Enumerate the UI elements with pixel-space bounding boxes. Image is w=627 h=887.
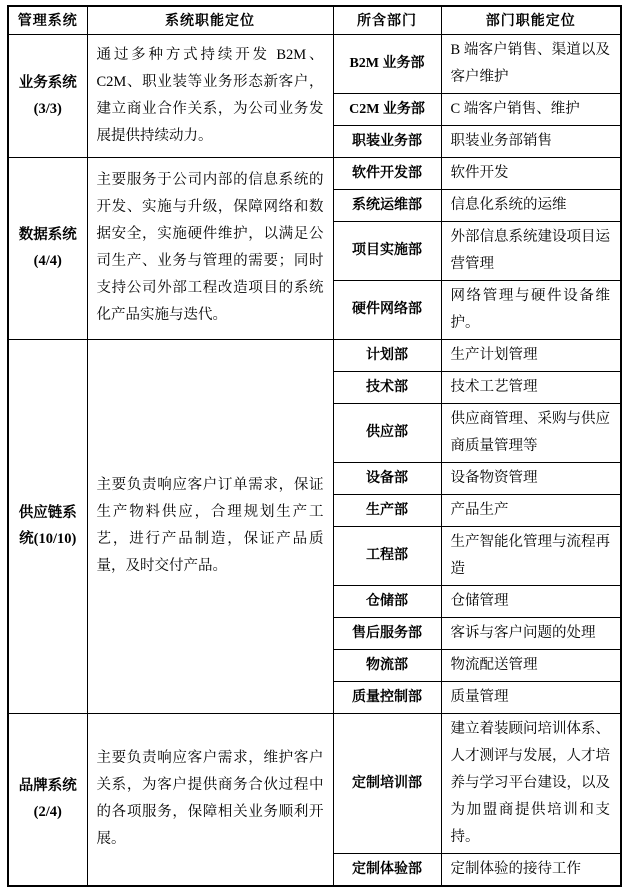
department-cell: B2M 业务部	[333, 34, 441, 93]
system-label-line: 统(10/10)	[19, 531, 77, 547]
system-label-line: (2/4)	[33, 804, 62, 820]
department-cell: 硬件网络部	[333, 280, 441, 339]
system-label-line: 业务系统	[18, 74, 77, 91]
department-function-cell: C 端客户销售、维护	[441, 93, 621, 125]
org-structure-table	[7, 5, 622, 887]
department-cell: 职装业务部	[333, 125, 441, 157]
department-cell: 软件开发部	[333, 157, 441, 189]
table-row	[8, 713, 621, 853]
department-cell: 系统运维部	[333, 189, 441, 221]
department-cell: 质量控制部	[333, 681, 441, 713]
department-function-cell: 技术工艺管理	[441, 371, 621, 403]
system-function-cell: 主要负责响应客户订单需求，保证生产物料供应，合理规划生产工艺，进行产品制造，保证产品质量，及时交付产品。	[87, 339, 333, 713]
system-cell	[8, 34, 87, 157]
department-function-cell: 产品生产	[441, 494, 621, 526]
department-function-cell: 物流配送管理	[441, 649, 621, 681]
table-row	[8, 339, 621, 371]
department-function-cell: 客诉与客户问题的处理	[441, 617, 621, 649]
department-function-cell: 设备物资管理	[441, 462, 621, 494]
system-label-line: (3/3)	[33, 100, 62, 117]
department-cell: 计划部	[333, 339, 441, 371]
department-function-cell: 网络管理与硬件设备维护。	[441, 280, 621, 339]
department-cell: 定制培训部	[333, 713, 441, 853]
department-function-cell: 质量管理	[441, 681, 621, 713]
department-function-cell: 生产计划管理	[441, 339, 621, 371]
department-function-cell: 建立着装顾问培训体系、人才测评与发展，人才培养与学习平台建设，以及为加盟商提供培训和支持。	[441, 713, 621, 853]
department-function-cell: 软件开发	[441, 157, 621, 189]
department-cell: 供应部	[333, 403, 441, 462]
system-label-line: 品牌系统	[18, 778, 77, 794]
department-cell: C2M 业务部	[333, 93, 441, 125]
system-function-cell: 通过多种方式持续开发 B2M、C2M、职业装等业务形态新客户，建立商业合作关系，为公司业务发展提供持续动力。	[87, 34, 333, 157]
department-cell: 物流部	[333, 649, 441, 681]
column-header-departments: 所含部门	[333, 6, 441, 34]
system-label-line: 供应链系	[18, 505, 77, 521]
system-cell	[8, 339, 87, 713]
department-cell: 生产部	[333, 494, 441, 526]
header-row	[8, 6, 621, 34]
column-header-management-system: 管理系统	[8, 6, 87, 34]
system-cell	[8, 157, 87, 339]
department-function-cell: B 端客户销售、渠道以及客户维护	[441, 34, 621, 93]
system-cell	[8, 713, 87, 886]
system-function-cell: 主要负责响应客户需求，维护客户关系，为客户提供商务合伙过程中的各项服务，保障相关业务顺利开展。	[87, 713, 333, 886]
department-function-cell: 职装业务部销售	[441, 125, 621, 157]
column-header-department-function: 部门职能定位	[441, 6, 621, 34]
table-row	[8, 34, 621, 93]
department-function-cell: 定制体验的接待工作	[441, 853, 621, 886]
department-cell: 技术部	[333, 371, 441, 403]
department-function-cell: 信息化系统的运维	[441, 189, 621, 221]
table-body	[8, 34, 621, 886]
department-function-cell: 供应商管理、采购与供应商质量管理等	[441, 403, 621, 462]
department-cell: 定制体验部	[333, 853, 441, 886]
department-cell: 项目实施部	[333, 221, 441, 280]
department-cell: 工程部	[333, 526, 441, 585]
department-function-cell: 生产智能化管理与流程再造	[441, 526, 621, 585]
department-function-cell: 外部信息系统建设项目运营管理	[441, 221, 621, 280]
system-function-cell: 主要服务于公司内部的信息系统的开发、实施与升级，保障网络和数据安全，实施硬件维护，以满足公司生产、业务与管理的需要；同时支持公司外部工程改造项目的系统化产品实施与迭代。	[87, 157, 333, 339]
table-header	[8, 6, 621, 34]
table-row	[8, 157, 621, 189]
department-function-cell: 仓储管理	[441, 585, 621, 617]
system-label-line: (4/4)	[33, 253, 62, 269]
system-label-line: 数据系统	[18, 227, 77, 243]
column-header-system-function: 系统职能定位	[87, 6, 333, 34]
department-cell: 仓储部	[333, 585, 441, 617]
department-cell: 设备部	[333, 462, 441, 494]
department-cell: 售后服务部	[333, 617, 441, 649]
